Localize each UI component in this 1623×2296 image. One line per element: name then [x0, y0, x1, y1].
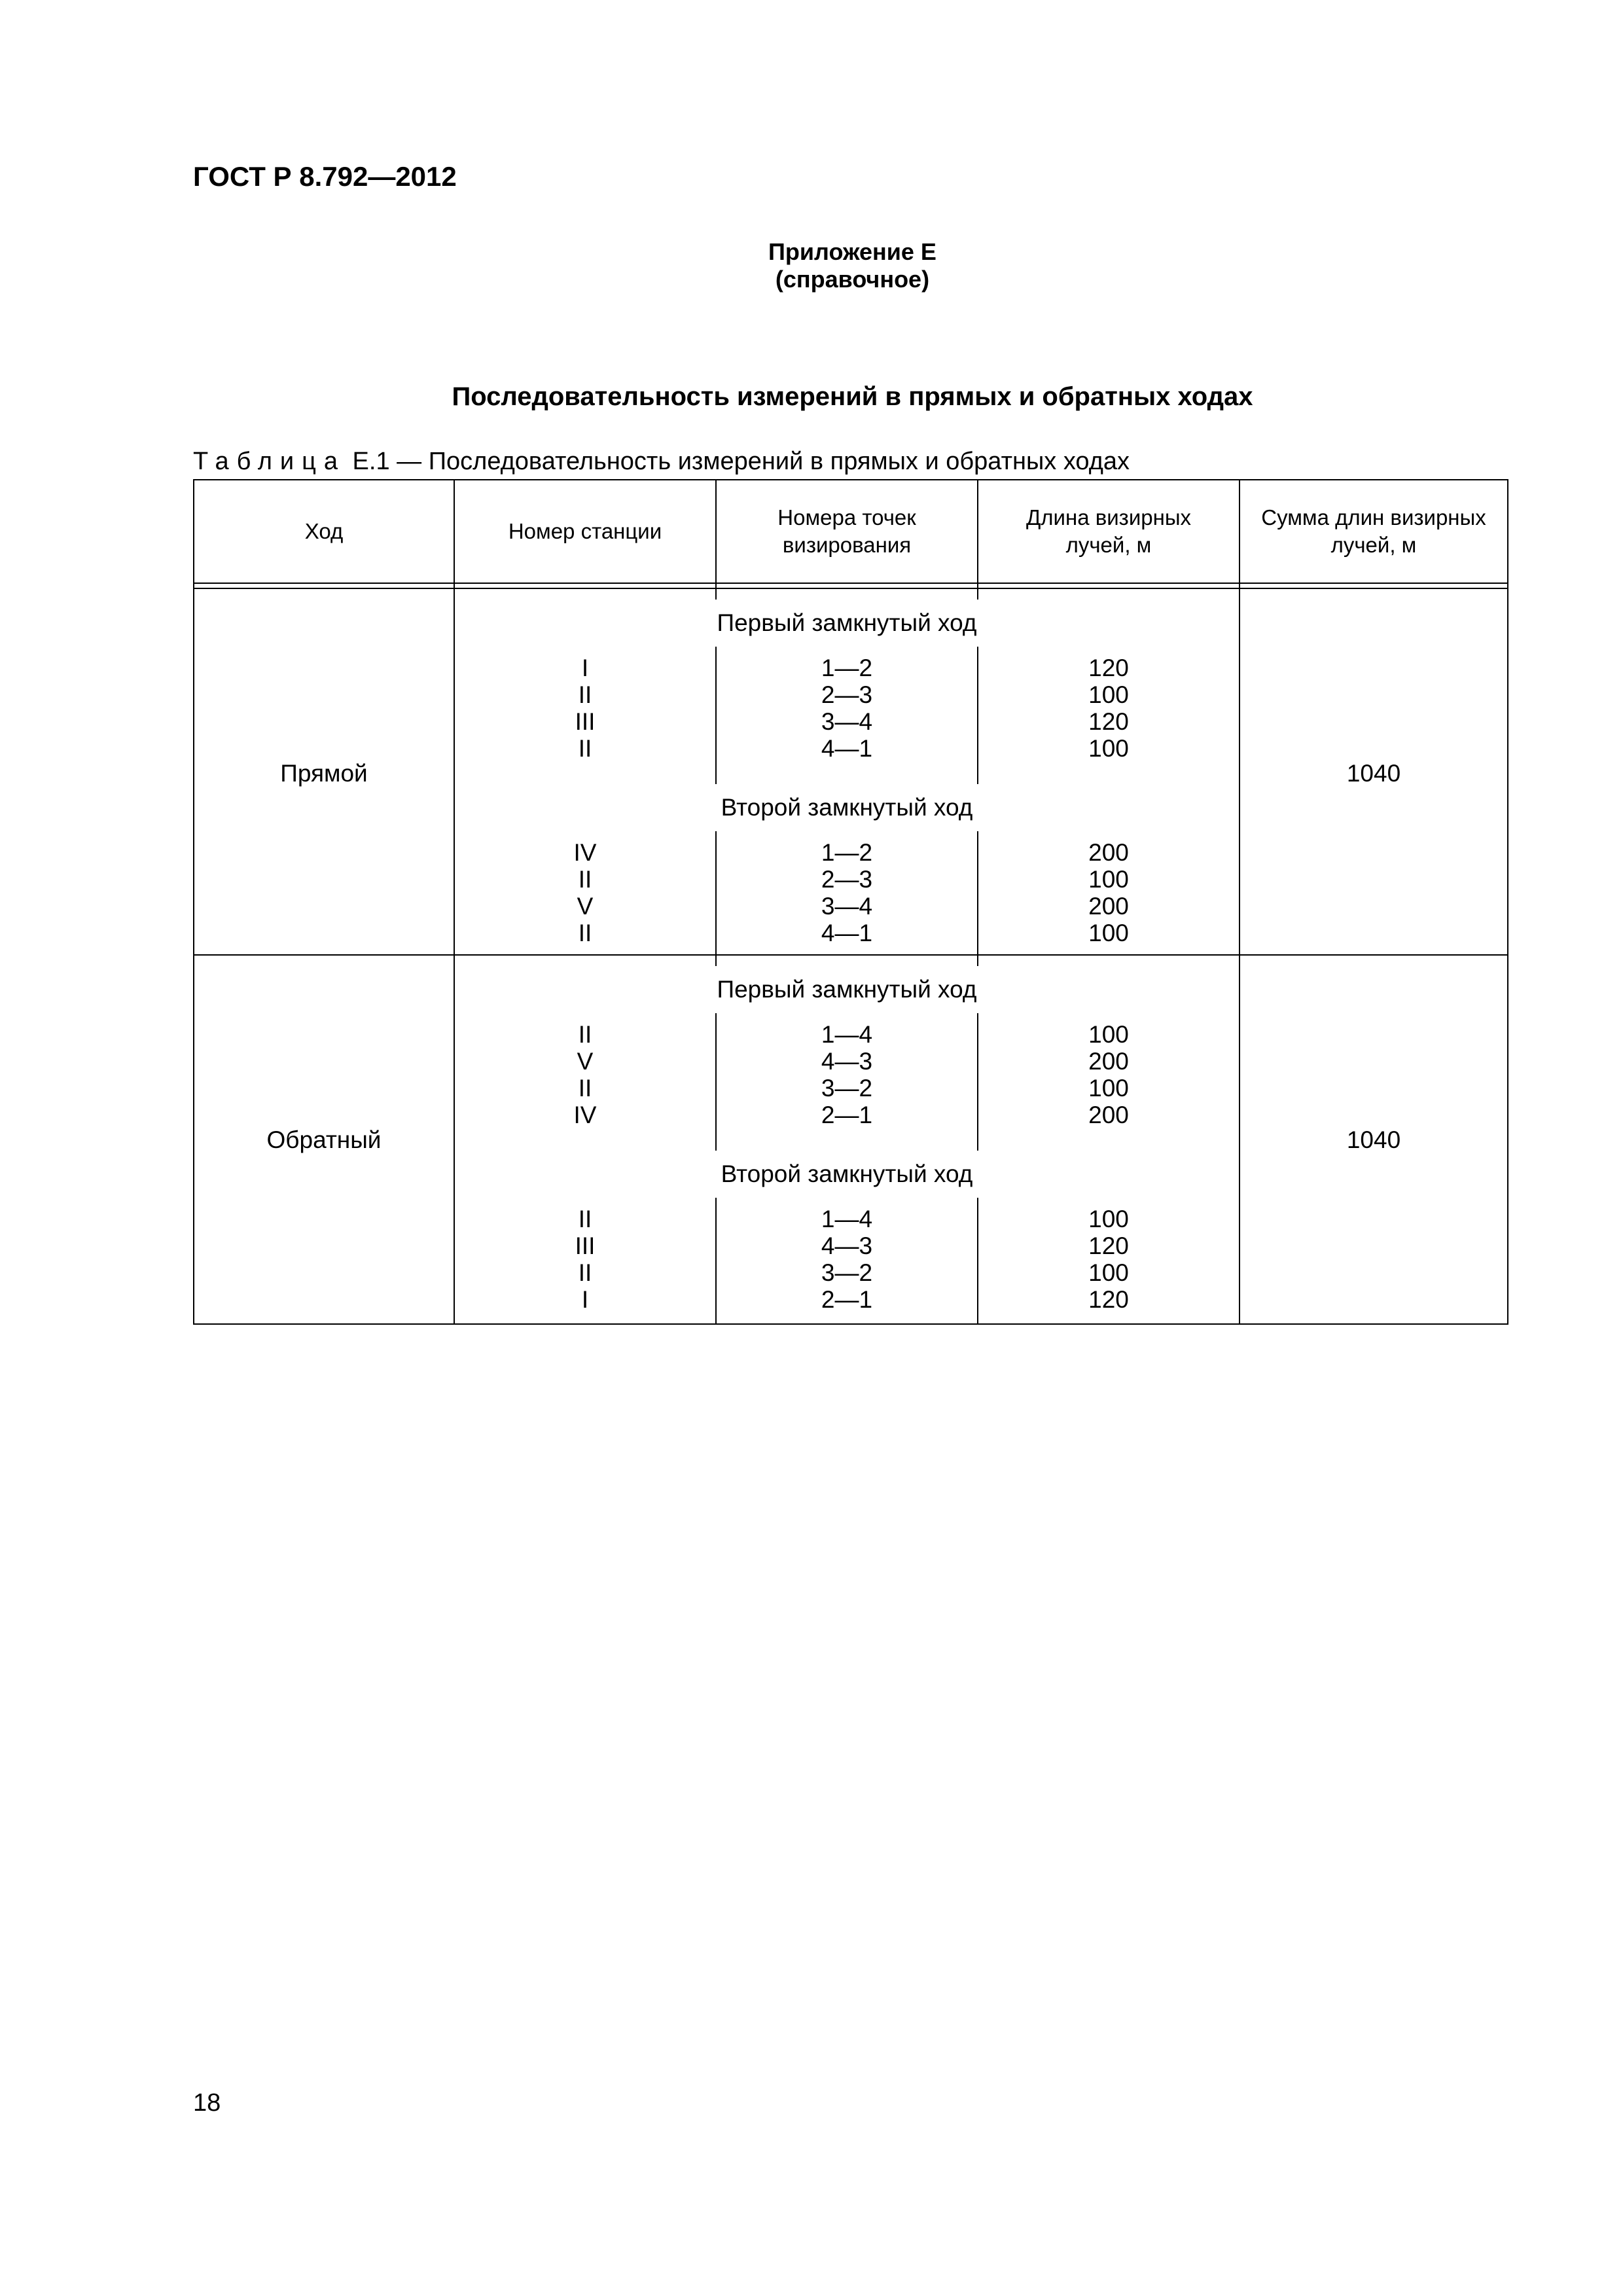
cell-length: 100 — [1088, 866, 1129, 893]
cell-length: 200 — [1088, 1048, 1129, 1075]
appendix-type: (справочное) — [775, 266, 930, 293]
cell-points: 4—3 — [821, 1232, 873, 1259]
col-header-length — [978, 480, 1239, 583]
col-header-line: Сумма длин визирных — [1261, 505, 1486, 529]
page-number: 18 — [193, 2089, 221, 2117]
cell-length: 100 — [1088, 1206, 1129, 1232]
cell-length: 200 — [1088, 893, 1129, 920]
loop-subheading: Второй замкнутый ход — [455, 1151, 1239, 1198]
cell-points: 3—2 — [821, 1259, 873, 1286]
col-header-points — [717, 480, 977, 583]
cell-station: III — [575, 708, 596, 735]
cell-station: IV — [573, 1102, 597, 1128]
cell-length: 100 — [1088, 681, 1129, 708]
cell-points: 1—2 — [821, 655, 873, 681]
cell-length: 200 — [1088, 839, 1129, 866]
cell-points: 2—1 — [821, 1102, 873, 1128]
cell-length: 100 — [1088, 920, 1129, 946]
cell-length: 100 — [1088, 1075, 1129, 1102]
cell-station: V — [577, 893, 594, 920]
col-header-line: Номер станции — [508, 519, 662, 543]
cell-station: II — [578, 681, 592, 708]
header-double-rule — [193, 583, 1508, 584]
cell-length: 120 — [1088, 655, 1129, 681]
cell-station: II — [578, 866, 592, 893]
cell-points: 2—1 — [821, 1286, 873, 1313]
sum-cell: 1040 — [1346, 1126, 1401, 1153]
col-header-station — [455, 480, 715, 583]
cell-station: II — [578, 920, 592, 946]
cell-station: I — [581, 655, 589, 681]
col-header-line: лучей, м — [1065, 533, 1152, 557]
cell-station: II — [578, 1206, 592, 1232]
table-caption-text: Е.1 — Последовательность измерений в прямых и обратных ходах — [346, 448, 1130, 475]
cell-station: I — [581, 1286, 589, 1313]
hod-cell: Прямой — [280, 760, 368, 787]
cell-length: 200 — [1088, 1102, 1129, 1128]
col-header-line: визирования — [782, 533, 912, 557]
cell-station: II — [578, 1259, 592, 1286]
table-caption-prefix: Таблица — [193, 448, 346, 475]
cell-length: 120 — [1088, 1232, 1129, 1259]
sum-cell: 1040 — [1346, 760, 1401, 787]
cell-points: 1—2 — [821, 839, 873, 866]
col-header-line: Номера точек — [777, 505, 916, 529]
loop-subheading: Второй замкнутый ход — [455, 784, 1239, 831]
table-caption — [193, 448, 1130, 476]
cell-points: 1—4 — [821, 1021, 873, 1048]
loop-subheading: Первый замкнутый ход — [455, 600, 1239, 647]
cell-length: 100 — [1088, 1259, 1129, 1286]
cell-station: II — [578, 735, 592, 762]
col-header-line: Длина визирных — [1026, 505, 1192, 529]
appendix-title: Приложение Е — [768, 238, 936, 265]
document-header: ГОСТ Р 8.792—2012 — [193, 161, 457, 192]
cell-length: 120 — [1088, 1286, 1129, 1313]
cell-station: II — [578, 1075, 592, 1102]
cell-points: 2—3 — [821, 681, 873, 708]
cell-station: II — [578, 1021, 592, 1048]
cell-points: 4—1 — [821, 735, 873, 762]
col-header-sum — [1240, 480, 1507, 583]
section-title: Последовательность измерений в прямых и обратных ходах — [452, 382, 1253, 411]
cell-points: 3—4 — [821, 893, 873, 920]
col-header-line: Ход — [304, 519, 344, 543]
cell-station: IV — [573, 839, 597, 866]
cell-points: 1—4 — [821, 1206, 873, 1232]
cell-length: 100 — [1088, 735, 1129, 762]
cell-length: 100 — [1088, 1021, 1129, 1048]
col-header-line: лучей, м — [1330, 533, 1417, 557]
hod-cell: Обратный — [266, 1126, 382, 1153]
cell-length: 120 — [1088, 708, 1129, 735]
cell-points: 3—2 — [821, 1075, 873, 1102]
cell-points: 4—3 — [821, 1048, 873, 1075]
cell-points: 3—4 — [821, 708, 873, 735]
loop-subheading: Первый замкнутый ход — [455, 966, 1239, 1013]
cell-station: III — [575, 1232, 596, 1259]
cell-points: 2—3 — [821, 866, 873, 893]
cell-station: V — [577, 1048, 594, 1075]
col-header-hod — [194, 480, 454, 583]
cell-points: 4—1 — [821, 920, 873, 946]
